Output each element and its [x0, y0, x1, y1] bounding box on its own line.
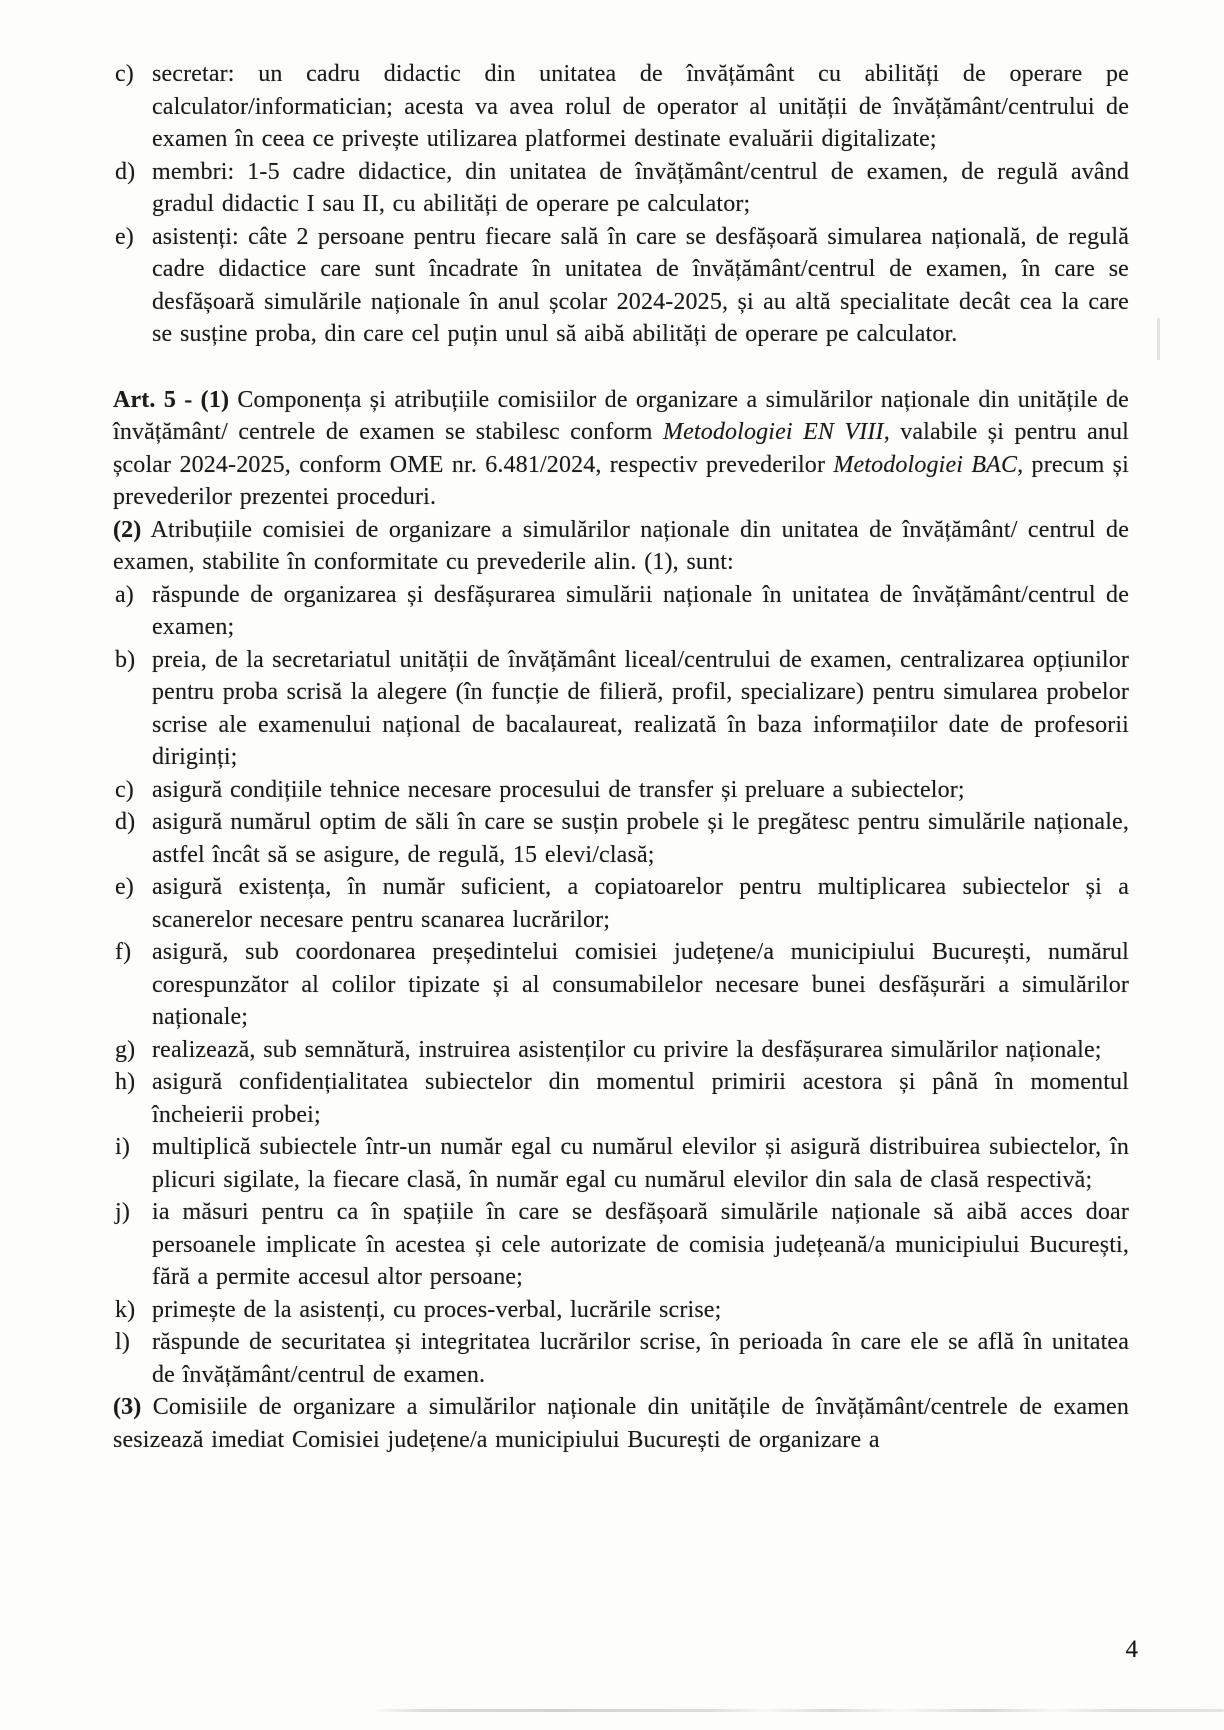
duty-item-k	[113, 1294, 1129, 1327]
list-marker: i)	[115, 1134, 130, 1160]
duty-item-h	[113, 1066, 1129, 1131]
list-marker: k)	[115, 1296, 136, 1323]
list-item-membri	[113, 156, 1129, 221]
alineat-2-text: Atribuțiile comisiei de organizare a simulărilor naționale din unitatea de învățământ/ centrul de examen, stabilite în conformitate cu prevederile alin. (1), sunt:	[113, 516, 1129, 575]
list-item-text: asigură existența, în număr suficient, a copiatoarelor pentru multiplicarea subiectelor și a scanerelor necesare pentru scanarea lucrărilor;	[152, 874, 1129, 933]
article-5-label: Art. 5 - (1)	[113, 386, 230, 413]
duty-item-a	[113, 579, 1129, 644]
list-item-text: multiplică subiectele într-un număr egal cu numărul elevilor și asigură distribuirea subiectelor, în plicuri sigilate, la fiecare clasă, în număr egal cu numărul elevilor din sala de clasă respectivă;	[152, 1134, 1129, 1193]
list-item-text: membri: 1-5 cadre didactice, din unitatea de învățământ/centrul de examen, de regulă având gradul didactic I sau II, cu abilități de operare pe calculator;	[152, 158, 1129, 217]
alineat-3-paragraph	[113, 1391, 1129, 1456]
scan-artifact-horizontal-line	[372, 1709, 1224, 1712]
document-body-text	[113, 58, 1129, 1456]
methodology-en-viii-ref: Metodologiei EN VIII,	[662, 419, 890, 445]
list-item-text: răspunde de securitatea și integritatea lucrărilor scrise, în perioada în care ele se află în unitatea de învățământ/centrul de examen.	[152, 1329, 1129, 1388]
list-marker: e)	[115, 223, 134, 250]
page-number: 4	[1125, 1636, 1138, 1663]
list-item-text: realizează, sub semnătură, instruirea asistenților cu privire la desfășurarea simulărilor naționale;	[152, 1036, 1102, 1063]
list-item-text: primește de la asistenți, cu proces-verbal, lucrările scrise;	[152, 1296, 722, 1323]
article-5-paragraph	[113, 384, 1129, 514]
duty-item-d	[113, 806, 1129, 871]
alineat-3-label: (3)	[113, 1394, 142, 1420]
duty-item-b	[113, 644, 1129, 774]
list-marker: c)	[115, 61, 134, 87]
list-marker: d)	[115, 158, 136, 185]
list-item-asistenti	[113, 221, 1129, 351]
list-item-text: asigură numărul optim de săli în care se susțin probele și le pregătesc pentru simulările naționale, astfel încât să se asigure, de regulă, 15 elevi/clasă;	[152, 809, 1129, 868]
article-5-text: precum și prevederilor prezentei proceduri.	[113, 451, 1129, 510]
methodology-bac-ref: Metodologiei BAC,	[833, 451, 1024, 478]
list-marker: a)	[115, 581, 134, 608]
list-item-text: răspunde de organizarea și desfășurarea simulării naționale în unitatea de învățământ/centrul de examen;	[152, 581, 1129, 640]
alineat-2-paragraph	[113, 514, 1129, 579]
scan-artifact-vertical-mark	[1157, 318, 1160, 360]
list-item-text: secretar: un cadru didactic din unitatea de învățământ cu abilități de operare pe calculator/informatician; acesta va avea rolul de operator al unității de învățământ/centrului de examen în ceea ce privește utilizarea platformei destinate evaluării digitalizate;	[152, 61, 1129, 152]
list-marker: e)	[115, 874, 134, 900]
list-marker: h)	[115, 1069, 136, 1095]
alineat-2-label: (2)	[113, 516, 142, 543]
list-item-text: asigură, sub coordonarea președintelui comisiei județene/a municipiului București, numărul corespunzător al colilor tipizate și al consumabilelor necesare bunei desfășurări a simulărilor naționale;	[152, 939, 1129, 1030]
paragraph-spacer	[113, 351, 1129, 384]
list-item-text: asigură confidențialitatea subiectelor din momentul primirii acestora și până în momentul încheierii probei;	[152, 1069, 1129, 1128]
duty-item-e	[113, 871, 1129, 936]
list-marker: j)	[115, 1199, 130, 1225]
duty-item-l	[113, 1326, 1129, 1391]
list-item-text: ia măsuri pentru ca în spațiile în care se desfășoară simulările naționale să aibă acces doar persoanele implicate în acestea și cele autorizate de comisia județeană/a municipiului București, fără a permite accesul altor persoane;	[152, 1199, 1129, 1290]
duty-item-j	[113, 1196, 1129, 1294]
duty-item-c	[113, 774, 1129, 807]
list-item-secretar	[113, 58, 1129, 156]
list-marker: g)	[115, 1036, 136, 1063]
alineat-3-text: Comisiile de organizare a simulărilor naționale din unitățile de învățământ/centrele de examen sesizează imediat Comisiei județene/a municipiului București de organizare a	[113, 1394, 1129, 1453]
list-item-text: asigură condițiile tehnice necesare procesului de transfer și preluare a subiectelor;	[152, 776, 965, 803]
list-marker: b)	[115, 646, 136, 673]
duty-item-i	[113, 1131, 1129, 1196]
duty-item-f	[113, 936, 1129, 1034]
list-marker: d)	[115, 809, 136, 835]
list-marker: l)	[115, 1329, 130, 1355]
list-item-text: asistenți: câte 2 persoane pentru fiecare sală în care se desfășoară simularea națională, de regulă cadre didactice care sunt încadrate în unitatea de învățământ/centrul de examen, în care se desfășoară simulările naționale în anul școlar 2024-2025, și au altă specialitate decât cea la care se susține proba, din care cel puțin unul să aibă abilități de operare pe calculator.	[152, 223, 1129, 347]
article-5-text: valabile și pentru anul școlar 2024-2025, conform OME nr. 6.481/2024, respectiv prevederilor	[113, 419, 1130, 478]
duty-item-g	[113, 1034, 1129, 1067]
article-5-text: Componența și atribuțiile comisiilor de organizare a simulărilor naționale din unitățile de învățământ/ centrele de examen se stabilesc conform	[113, 386, 1129, 445]
list-item-text: preia, de la secretariatul unității de învățământ liceal/centrului de examen, centralizarea opțiunilor pentru proba scrisă la alegere (în funcție de filieră, profil, specializare) pentru simularea probelor scrise ale examenului național de bacalaureat, realizată în baza informațiilor date de profesorii diriginți;	[152, 646, 1129, 770]
list-marker: c)	[115, 776, 134, 803]
list-marker: f)	[115, 939, 132, 965]
